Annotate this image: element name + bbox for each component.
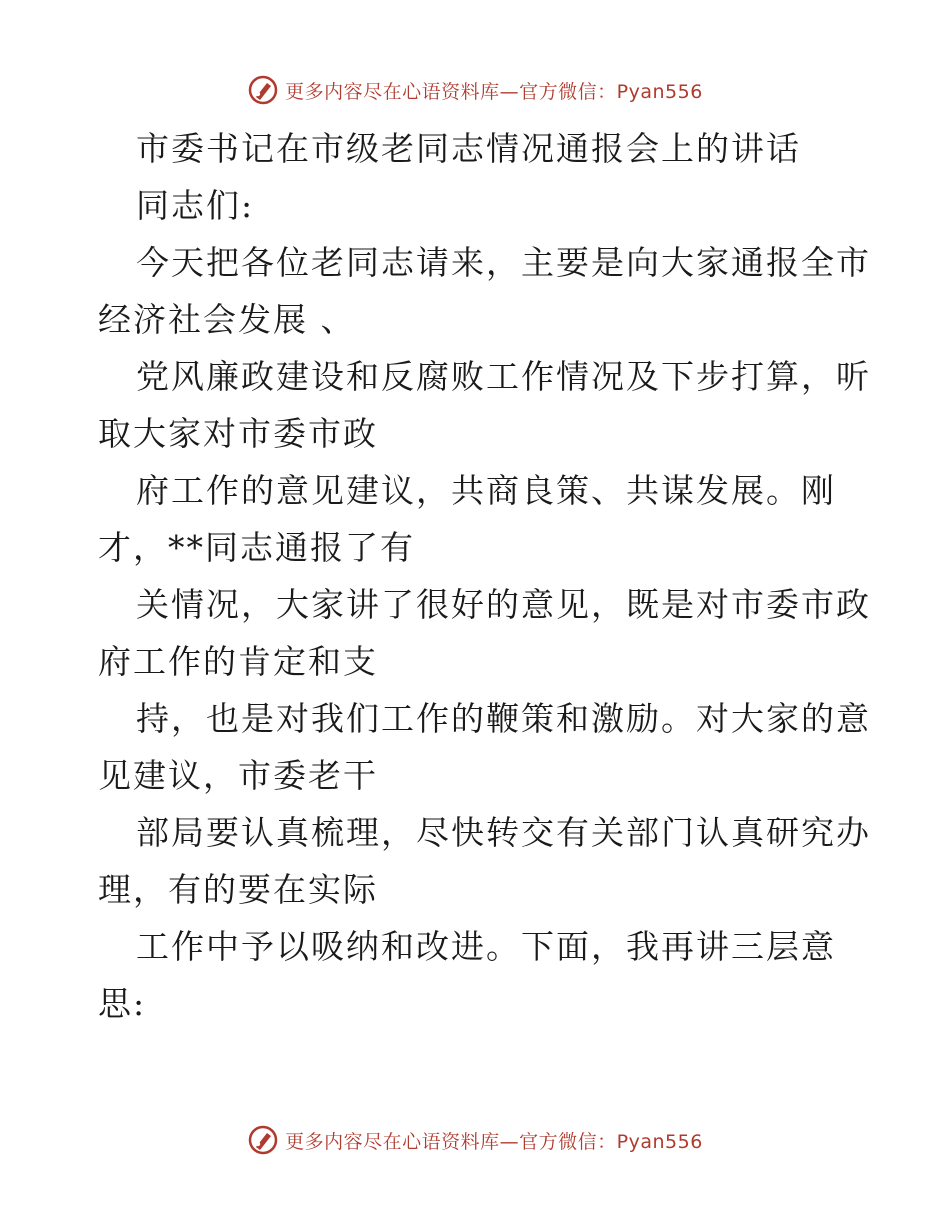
document-body xyxy=(98,120,871,1032)
paragraph-line: 府工作的意见建议，共商良策、共谋发展。刚 xyxy=(136,471,836,510)
pen-logo-icon xyxy=(247,74,279,106)
paragraph-line: 府工作的肯定和支 xyxy=(98,642,378,681)
paragraph-line: 今天把各位老同志请来，主要是向大家通报全市 xyxy=(136,243,871,282)
paragraph-line: 同志们: xyxy=(136,186,255,225)
paragraph-line: 经济社会发展 、 xyxy=(98,300,356,339)
paragraph-line: 取大家对市委市政 xyxy=(98,414,378,453)
watermark-header xyxy=(0,73,950,107)
paragraph-line: 党风廉政建设和反腐败工作情况及下步打算，听 xyxy=(136,357,871,396)
watermark-text: 更多内容尽在心语资料库—官方微信：Pyan556 xyxy=(285,1130,703,1153)
watermark-footer xyxy=(0,1123,950,1157)
document-title: 市委书记在市级老同志情况通报会上的讲话 xyxy=(136,129,801,168)
paragraph-line: 持，也是对我们工作的鞭策和激励。对大家的意 xyxy=(136,699,871,738)
paragraph-line: 才，**同志通报了有 xyxy=(98,528,415,567)
pen-logo-icon xyxy=(247,1124,279,1156)
watermark-text: 更多内容尽在心语资料库—官方微信：Pyan556 xyxy=(285,80,703,103)
paragraph-line: 关情况，大家讲了很好的意见，既是对市委市政 xyxy=(136,585,871,624)
paragraph-line: 见建议，市委老干 xyxy=(98,756,378,795)
paragraph-line: 部局要认真梳理，尽快转交有关部门认真研究办 xyxy=(136,813,871,852)
paragraph-line: 思: xyxy=(98,984,147,1023)
paragraph-line: 工作中予以吸纳和改进。下面，我再讲三层意 xyxy=(136,927,836,966)
paragraph-line: 理，有的要在实际 xyxy=(98,870,378,909)
